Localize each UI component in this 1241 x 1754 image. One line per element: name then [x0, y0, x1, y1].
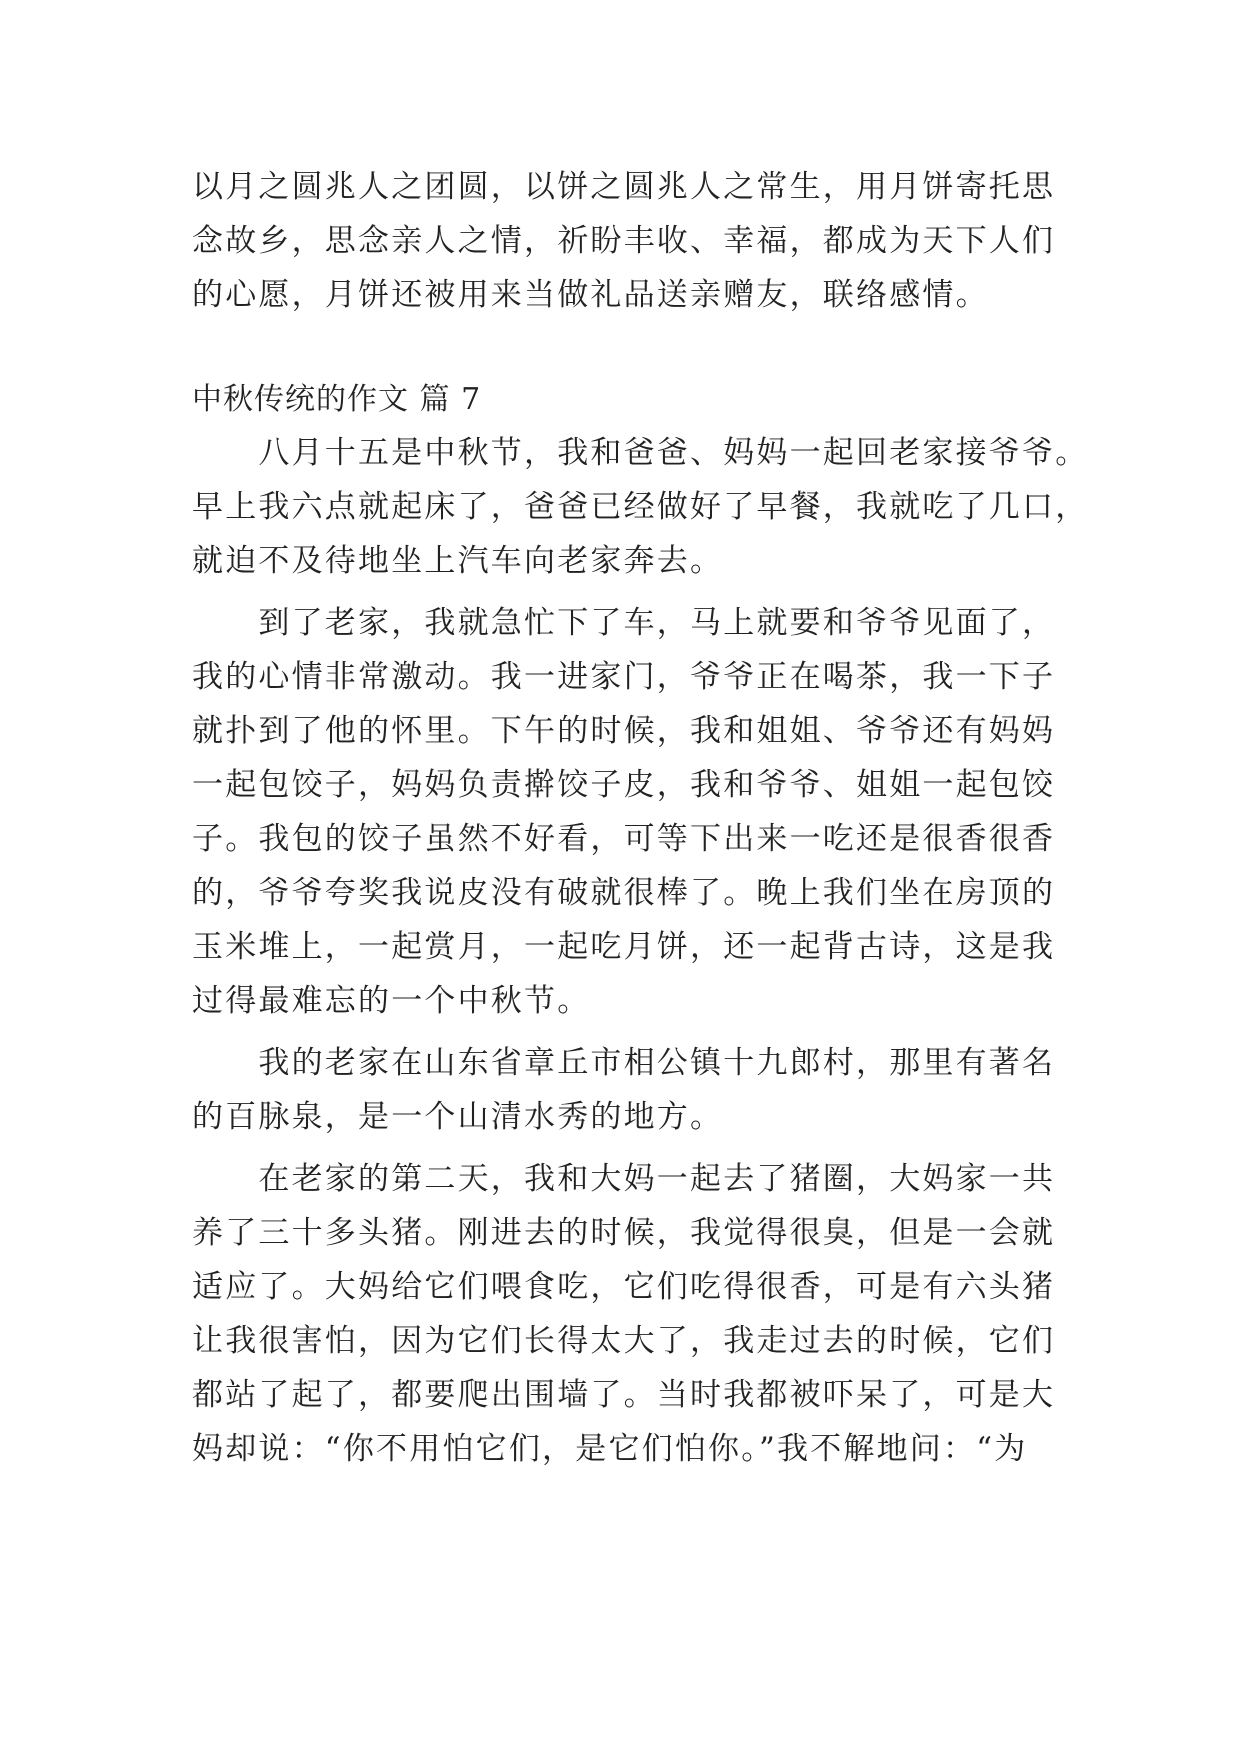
continuation-line-2: 念故乡，思念亲人之情，祈盼丰收、幸福，都成为天下人们: [192, 223, 1056, 259]
section-title: 中秋传统的作文 篇 7: [192, 382, 482, 417]
paragraph2-line-8: 过得最难忘的一个中秋节。: [192, 983, 591, 1019]
paragraph1-line-2: 早上我六点就起床了，爸爸已经做好了早餐，我就吃了几口，: [192, 489, 1089, 525]
paragraph3-line-1: 我的老家在山东省章丘市相公镇十九郎村，那里有著名: [192, 1045, 1056, 1081]
paragraph2-line-1: 到了老家，我就急忙下了车，马上就要和爷爷见面了，: [192, 605, 1056, 641]
paragraph2-line-6: 的，爷爷夸奖我说皮没有破就很棒了。晚上我们坐在房顶的: [192, 875, 1056, 911]
paragraph2-line-4: 一起包饺子，妈妈负责擀饺子皮，我和爷爷、姐姐一起包饺: [192, 767, 1056, 803]
paragraph1-line-1: 八月十五是中秋节，我和爸爸、妈妈一起回老家接爷爷。: [192, 435, 1089, 471]
paragraph4-line-4: 让我很害怕，因为它们长得太大了，我走过去的时候，它们: [192, 1323, 1056, 1359]
paragraph4-line-2: 养了三十多头猪。刚进去的时候，我觉得很臭，但是一会就: [192, 1215, 1056, 1251]
paragraph4-line-5: 都站了起了，都要爬出围墙了。当时我都被吓呆了，可是大: [192, 1377, 1056, 1413]
paragraph4-line-1: 在老家的第二天，我和大妈一起去了猪圈，大妈家一共: [192, 1161, 1056, 1197]
paragraph4-line-3: 适应了。大妈给它们喂食吃，它们吃得很香，可是有六头猪: [192, 1269, 1056, 1305]
continuation-line-1: 以月之圆兆人之团圆，以饼之圆兆人之常生，用月饼寄托思: [192, 169, 1056, 205]
paragraph1-line-3: 就迫不及待地坐上汽车向老家奔去。: [192, 543, 724, 579]
paragraph2-line-7: 玉米堆上，一起赏月，一起吃月饼，还一起背古诗，这是我: [192, 929, 1056, 965]
paragraph4-line-6: 妈却说：“你不用怕它们，是它们怕你。”我不解地问：“为: [192, 1431, 1028, 1467]
paragraph2-line-5: 子。我包的饺子虽然不好看，可等下出来一吃还是很香很香: [192, 821, 1056, 857]
paragraph3-line-2: 的百脉泉，是一个山清水秀的地方。: [192, 1099, 724, 1135]
continuation-line-3: 的心愿，月饼还被用来当做礼品送亲赠友，联络感情。: [192, 277, 989, 313]
paragraph2-line-2: 我的心情非常激动。我一进家门，爷爷正在喝茶，我一下子: [192, 659, 1056, 695]
paragraph2-line-3: 就扑到了他的怀里。下午的时候，我和姐姐、爷爷还有妈妈: [192, 713, 1056, 749]
